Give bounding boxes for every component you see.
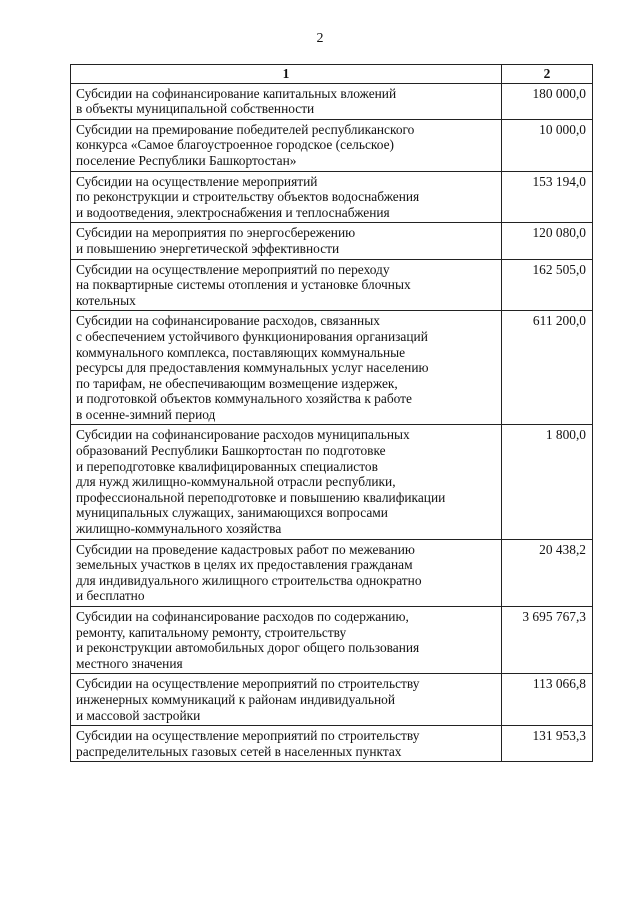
subsidy-amount: 180 000,0 [502, 83, 593, 119]
subsidy-amount: 3 695 767,3 [502, 607, 593, 674]
subsidy-amount: 120 080,0 [502, 223, 593, 259]
subsidy-name: Субсидии на осуществление мероприятий по строительству инженерных коммуникаций к районам индивидуальной и массовой застройки [71, 674, 502, 726]
subsidy-amount: 113 066,8 [502, 674, 593, 726]
subsidy-amount: 20 438,2 [502, 539, 593, 606]
subsidies-table [70, 64, 593, 762]
subsidy-name: Субсидии на софинансирование расходов муниципальных образований Республики Башкортостан по подготовке и переподготовке квалифицированных специалистов для нужд жилищно-коммунальной отрасли республики, профессиональной переподготовке и повышению квалификации муниципальных служащих, занимающихся вопросами жилищно-коммунального хозяйства [71, 425, 502, 539]
table-row [71, 607, 593, 674]
column-header-1: 1 [71, 65, 502, 84]
table-row [71, 119, 593, 171]
table-row [71, 311, 593, 425]
subsidy-name: Субсидии на софинансирование расходов, связанных с обеспечением устойчивого функционирования организаций коммунального комплекса, поставляющих коммунальные ресурсы для предоставления коммунальных услуг населению по тарифам, не обеспечивающим возмещение издержек, и подготовкой объектов коммунального хозяйства к работе в осенне-зимний период [71, 311, 502, 425]
subsidy-name: Субсидии на софинансирование капитальных вложений в объекты муниципальной собственности [71, 83, 502, 119]
subsidy-amount: 131 953,3 [502, 726, 593, 762]
subsidy-amount: 1 800,0 [502, 425, 593, 539]
subsidy-name: Субсидии на осуществление мероприятий по реконструкции и строительству объектов водоснабжения и водоотведения, электроснабжения и теплоснабжения [71, 171, 502, 223]
table-row [71, 83, 593, 119]
subsidy-amount: 162 505,0 [502, 259, 593, 311]
subsidy-name: Субсидии на премирование победителей республиканского конкурса «Самое благоустроенное городское (сельское) поселение Республики Башкортостан» [71, 119, 502, 171]
subsidy-name: Субсидии на осуществление мероприятий по строительству распределительных газовых сетей в населенных пунктах [71, 726, 502, 762]
table-row [71, 259, 593, 311]
page-number: 2 [316, 31, 324, 46]
table-header-row [71, 65, 593, 84]
table-row [71, 539, 593, 606]
subsidy-name: Субсидии на мероприятия по энергосбережению и повышению энергетической эффективности [71, 223, 502, 259]
subsidy-name: Субсидии на софинансирование расходов по содержанию, ремонту, капитальному ремонту, строительству и реконструкции автомобильных дорог общего пользования местного значения [71, 607, 502, 674]
table-row [71, 171, 593, 223]
table-row [71, 223, 593, 259]
table-row [71, 726, 593, 762]
table-row [71, 674, 593, 726]
subsidy-amount: 611 200,0 [502, 311, 593, 425]
subsidy-name: Субсидии на проведение кадастровых работ по межеванию земельных участков в целях их предоставления гражданам для индивидуального жилищного строительства однократно и бесплатно [71, 539, 502, 606]
column-header-2: 2 [502, 65, 593, 84]
table-row [71, 425, 593, 539]
subsidy-name: Субсидии на осуществление мероприятий по переходу на поквартирные системы отопления и установке блочных котельных [71, 259, 502, 311]
subsidy-amount: 10 000,0 [502, 119, 593, 171]
subsidy-amount: 153 194,0 [502, 171, 593, 223]
